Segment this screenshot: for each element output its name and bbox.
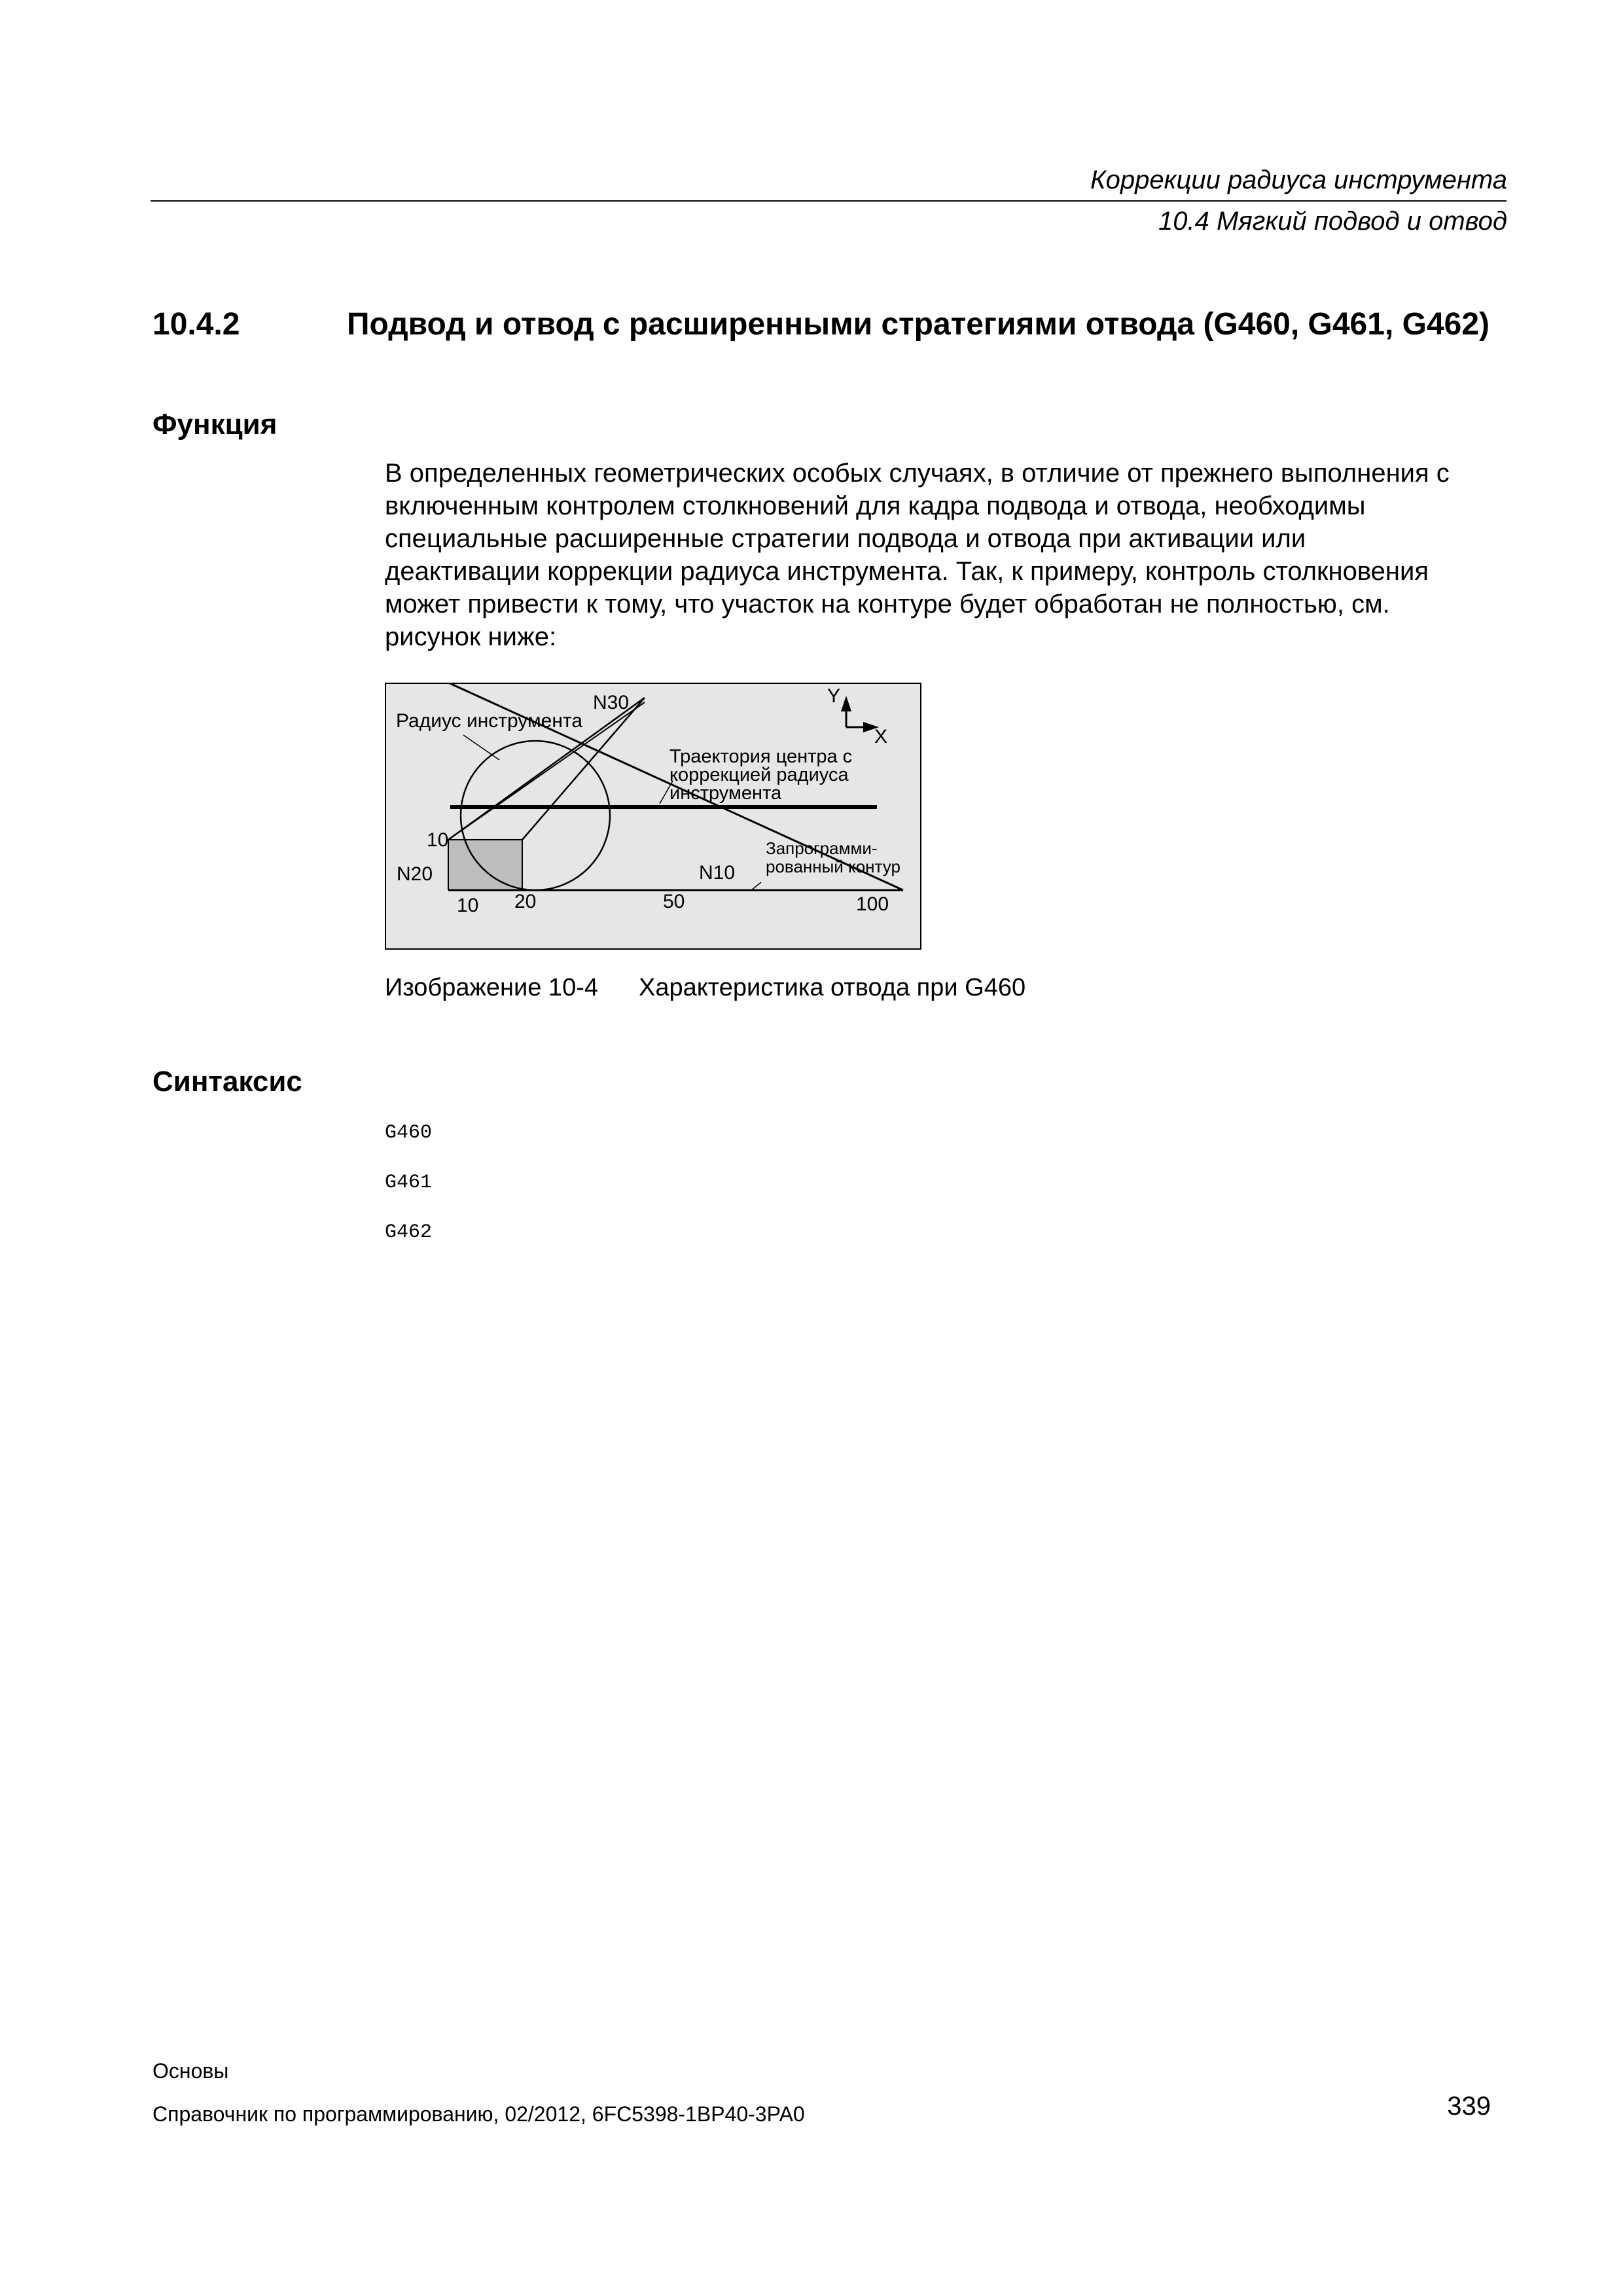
section-number: 10.4.2 — [152, 307, 240, 342]
label-x-axis: X — [874, 726, 888, 747]
header-chapter: Коррекции радиуса инструмента — [1090, 166, 1507, 194]
label-x50: 50 — [663, 891, 685, 912]
label-programmed-1: Запрограмми- — [766, 838, 878, 858]
figure-caption-number: Изображение 10-4 — [385, 974, 598, 1001]
figure-g460-retraction — [385, 683, 921, 950]
label-trajectory-3: инструмента — [669, 783, 782, 804]
paragraph-line: В определенных геометрических особых случаях, в отличие от прежнего выполнения с — [385, 459, 1450, 488]
label-y10: 10 — [427, 829, 449, 851]
paragraph-line: рисунок ниже: — [385, 622, 557, 651]
label-x10: 10 — [457, 895, 479, 916]
paragraph-line: может привести к тому, что участок на контуре будет обработан не полностью, см. — [385, 590, 1390, 619]
syntax-code: G461 — [385, 1172, 433, 1194]
header-rule — [151, 200, 1507, 202]
label-n20: N20 — [397, 863, 433, 885]
label-n10: N10 — [699, 862, 736, 884]
paragraph-line: специальные расширенные стратегии подвода и отвода при активации или — [385, 524, 1306, 553]
footer-title: Основы — [152, 2059, 229, 2083]
header-section: 10.4 Мягкий подвод и отвод — [1158, 207, 1507, 236]
syntax-heading: Синтаксис — [152, 1066, 302, 1098]
workpiece-shaded — [448, 840, 522, 890]
label-tool-radius: Радиус инструмента — [396, 710, 582, 732]
label-y-axis: Y — [827, 685, 841, 707]
figure-caption-text: Характеристика отвода при G460 — [639, 974, 1026, 1001]
label-x20: 20 — [514, 891, 537, 912]
paragraph-line: деактивации коррекции радиуса инструмента. Так, к примеру, контроль столкновения — [385, 557, 1429, 586]
label-trajectory-1: Траектория центра с — [669, 746, 853, 767]
label-x100: 100 — [856, 893, 889, 915]
syntax-code: G460 — [385, 1122, 433, 1144]
label-trajectory-2: коррекцией радиуса — [669, 764, 849, 785]
function-paragraph — [385, 457, 1524, 653]
footer-reference: Справочник по программированию, 02/2012, 6FC5398-1BP40-3PA0 — [152, 2102, 805, 2126]
page-number: 339 — [1447, 2092, 1491, 2121]
paragraph-line: включенным контролем столкновений для кадра подвода и отвода, необходимы — [385, 492, 1366, 520]
label-programmed-2: рованный контур — [766, 857, 901, 876]
section-title: Подвод и отвод с расширенными стратегиями отвода (G460, G461, G462) — [347, 307, 1490, 342]
function-heading: Функция — [152, 408, 277, 440]
label-n30: N30 — [593, 692, 630, 713]
syntax-code: G462 — [385, 1221, 433, 1244]
